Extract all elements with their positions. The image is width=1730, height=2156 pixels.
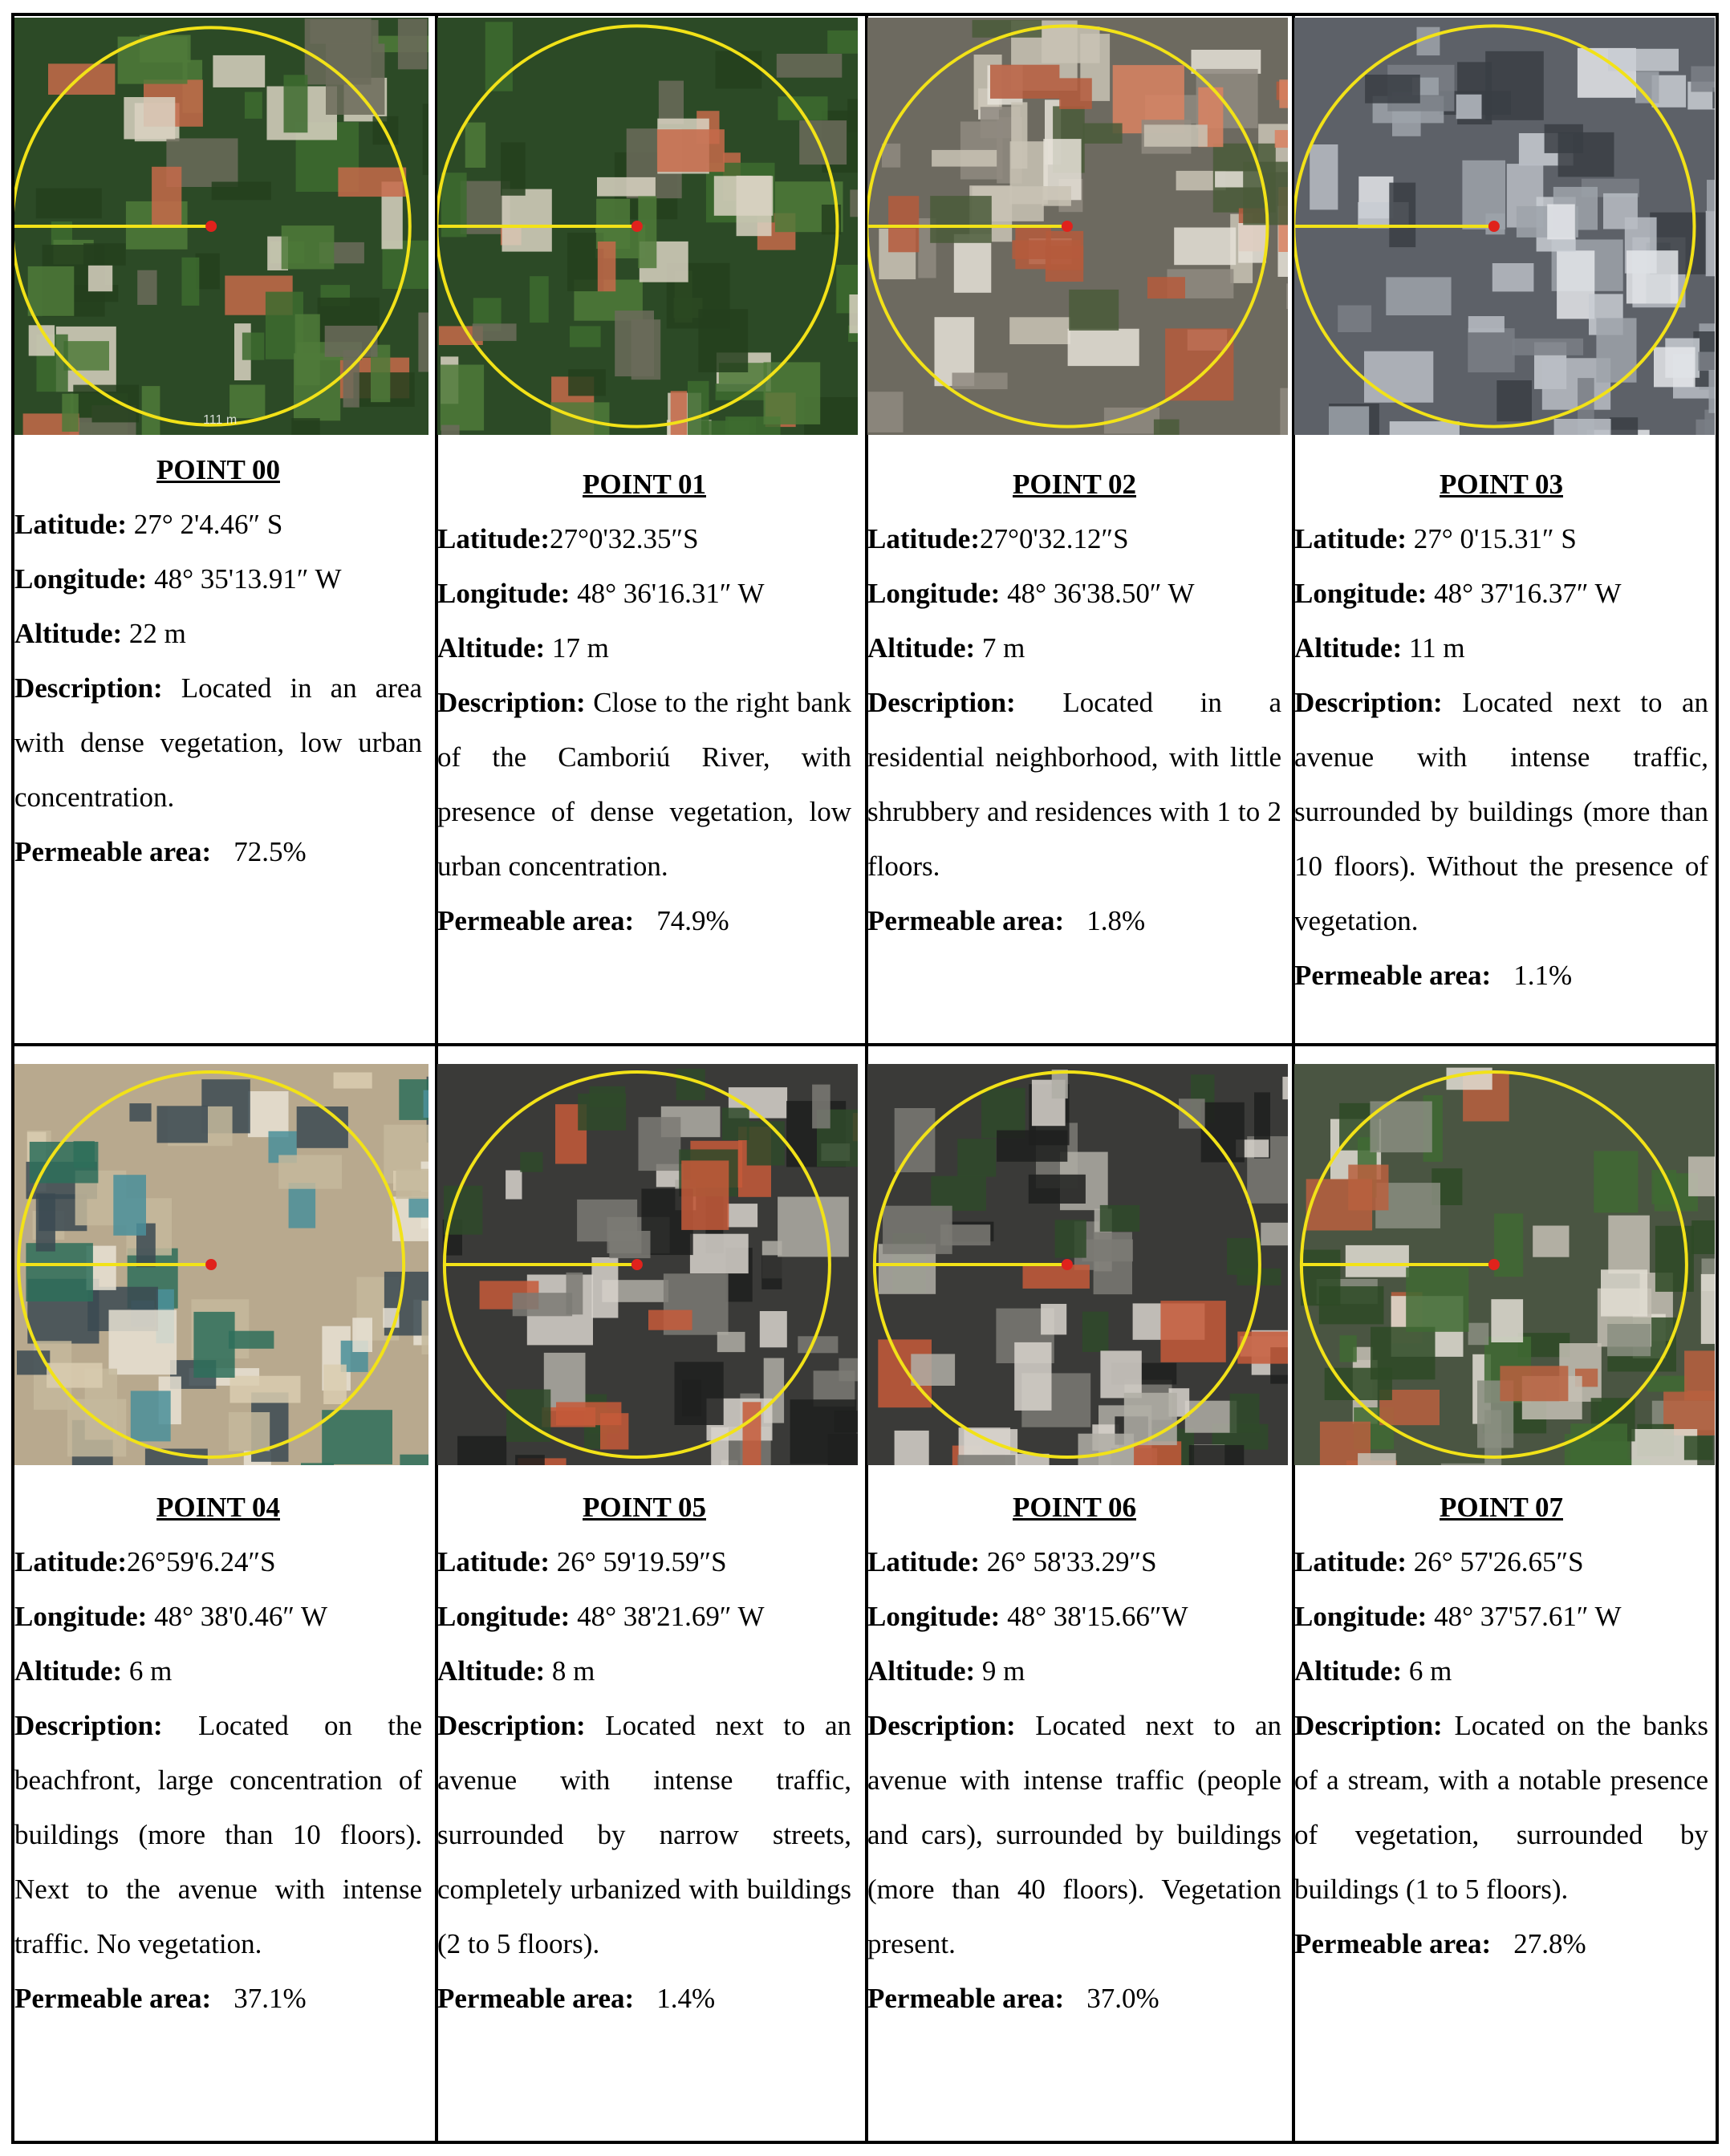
description-row — [437, 1699, 851, 1971]
latitude-row — [867, 512, 1281, 566]
latitude-row — [867, 1535, 1281, 1590]
permeable-value: 1.4% — [656, 1983, 716, 2014]
altitude-value: 6 m — [122, 1655, 173, 1687]
latitude-value: 27° 0'15.31″ S — [1407, 523, 1577, 554]
point-info — [437, 1480, 851, 2026]
permeable-row — [1294, 1917, 1708, 1971]
point-title: POINT 00 — [156, 454, 280, 485]
description-row — [14, 661, 422, 825]
latitude-label: Latitude: — [1294, 1546, 1407, 1577]
altitude-label: Altitude: — [1294, 632, 1403, 664]
altitude-row — [867, 621, 1281, 676]
description-label: Description: — [1294, 687, 1443, 718]
altitude-value: 8 m — [545, 1655, 595, 1687]
permeable-value: 1.1% — [1513, 960, 1573, 991]
permeable-value: 1.8% — [1086, 905, 1146, 936]
latitude-row — [1294, 1535, 1708, 1590]
point-title: POINT 06 — [1013, 1492, 1136, 1523]
point-title: POINT 03 — [1440, 469, 1563, 500]
permeable-row — [437, 894, 851, 948]
point-title: POINT 02 — [1013, 469, 1136, 500]
satellite-image — [14, 1064, 428, 1465]
latitude-label: Latitude: — [14, 509, 127, 540]
description-value: Located next to an avenue with intense traffic (people and cars), surrounded by buildings (more than 40 floors). Vegetation present. — [867, 1710, 1281, 1959]
permeable-label: Permeable area: — [437, 905, 635, 936]
center-point — [631, 1259, 643, 1270]
satellite-image — [437, 18, 858, 435]
point-title: POINT 04 — [156, 1492, 280, 1523]
altitude-label: Altitude: — [867, 1655, 976, 1687]
permeable-row — [14, 1971, 422, 2026]
point-info — [1294, 457, 1708, 1003]
point-info — [867, 1480, 1281, 2026]
permeable-value: 37.1% — [234, 1983, 307, 2014]
longitude-row — [867, 1590, 1281, 1644]
longitude-row — [1294, 566, 1708, 621]
center-point — [1062, 1259, 1073, 1270]
altitude-row — [1294, 1644, 1708, 1699]
latitude-row — [437, 1535, 851, 1590]
longitude-value: 48° 37'16.37″ W — [1427, 578, 1622, 609]
altitude-value: 9 m — [975, 1655, 1025, 1687]
altitude-row — [14, 1644, 422, 1699]
description-value: Located in a residential neighborhood, with little shrubbery and residences with 1 to 2 floors. — [867, 687, 1281, 882]
description-row — [1294, 1699, 1708, 1917]
latitude-label: Latitude: — [437, 523, 550, 554]
longitude-label: Longitude: — [14, 563, 148, 595]
satellite-image — [437, 1064, 858, 1465]
permeable-value: 37.0% — [1086, 1983, 1159, 2014]
description-row — [14, 1699, 422, 1971]
altitude-label: Altitude: — [14, 1655, 123, 1687]
longitude-row — [867, 566, 1281, 621]
description-value: Located on the banks of a stream, with a notable presence of vegetation, surrounded by buildings (1 to 5 floors). — [1294, 1710, 1709, 1905]
permeable-label: Permeable area: — [867, 905, 1065, 936]
longitude-label: Longitude: — [437, 1601, 571, 1632]
point-info — [14, 443, 422, 879]
latitude-label: Latitude: — [14, 1546, 127, 1577]
latitude-row — [437, 512, 851, 566]
altitude-value: 11 m — [1402, 632, 1465, 664]
altitude-label: Altitude: — [437, 632, 546, 664]
longitude-label: Longitude: — [867, 1601, 1001, 1632]
altitude-value: 17 m — [545, 632, 609, 664]
longitude-label: Longitude: — [437, 578, 571, 609]
description-row — [867, 676, 1281, 894]
center-point — [1488, 1259, 1500, 1270]
altitude-label: Altitude: — [867, 632, 976, 664]
row-divider — [14, 1043, 1716, 1046]
longitude-value: 48° 36'16.31″ W — [570, 578, 765, 609]
point-title: POINT 01 — [583, 469, 706, 500]
center-point — [631, 221, 643, 232]
longitude-label: Longitude: — [1294, 578, 1427, 609]
altitude-label: Altitude: — [1294, 1655, 1403, 1687]
description-value: Located on the beachfront, large concentration of buildings (more than 10 floors). Next to the avenue with intense traffic. No vegetation. — [14, 1710, 423, 1959]
latitude-row — [14, 1535, 422, 1590]
latitude-label: Latitude: — [867, 523, 980, 554]
latitude-value: 26° 59'19.59″S — [550, 1546, 727, 1577]
description-label: Description: — [14, 1710, 163, 1741]
latitude-value: 27°0'32.35″S — [550, 523, 699, 554]
longitude-value: 48° 38'21.69″ W — [570, 1601, 765, 1632]
permeable-row — [14, 825, 422, 879]
satellite-image — [867, 1064, 1288, 1465]
longitude-value: 48° 38'15.66″W — [1000, 1601, 1188, 1632]
description-label: Description: — [437, 1710, 586, 1741]
description-label: Description: — [437, 687, 586, 718]
permeable-label: Permeable area: — [14, 836, 212, 867]
latitude-value: 26°59'6.24″S — [127, 1546, 276, 1577]
permeable-label: Permeable area: — [437, 1983, 635, 2014]
permeable-row — [867, 894, 1281, 948]
altitude-row — [867, 1644, 1281, 1699]
latitude-label: Latitude: — [867, 1546, 980, 1577]
longitude-value: 48° 36'38.50″ W — [1000, 578, 1195, 609]
center-point — [1488, 221, 1500, 232]
longitude-row — [1294, 1590, 1708, 1644]
permeable-value: 72.5% — [234, 836, 307, 867]
permeable-label: Permeable area: — [14, 1983, 212, 2014]
permeable-label: Permeable area: — [867, 1983, 1065, 2014]
satellite-image — [14, 18, 428, 435]
longitude-row — [437, 1590, 851, 1644]
point-info — [867, 457, 1281, 948]
altitude-row — [437, 621, 851, 676]
description-value: Located next to an avenue with intense traffic, surrounded by buildings (more than 10 floors). Without the presence of vegetation. — [1294, 687, 1708, 936]
description-label: Description: — [1294, 1710, 1443, 1741]
latitude-row — [1294, 512, 1708, 566]
longitude-row — [14, 552, 422, 607]
permeable-label: Permeable area: — [1294, 960, 1492, 991]
longitude-label: Longitude: — [1294, 1601, 1427, 1632]
latitude-value: 27°0'32.12″S — [980, 523, 1129, 554]
description-row — [867, 1699, 1281, 1971]
description-value: Close to the right bank of the Camboriú River, with presence of dense vegetation, low urban concentration. — [437, 687, 851, 882]
altitude-row — [437, 1644, 851, 1699]
longitude-label: Longitude: — [867, 578, 1001, 609]
point-info — [437, 457, 851, 948]
altitude-row — [14, 607, 422, 661]
point-info — [1294, 1480, 1708, 1971]
point-info — [14, 1480, 422, 2026]
altitude-label: Altitude: — [14, 618, 123, 649]
latitude-label: Latitude: — [437, 1546, 550, 1577]
description-label: Description: — [867, 687, 1016, 718]
longitude-label: Longitude: — [14, 1601, 148, 1632]
longitude-value: 48° 37'57.61″ W — [1427, 1601, 1622, 1632]
altitude-value: 6 m — [1402, 1655, 1452, 1687]
description-value: Located next to an avenue with intense traffic, surrounded by narrow streets, completely urbanized with buildings (2 to 5 floors). — [437, 1710, 851, 1959]
latitude-row — [14, 497, 422, 552]
permeable-row — [1294, 948, 1708, 1003]
center-point — [205, 1259, 217, 1270]
center-point — [205, 221, 217, 232]
description-label: Description: — [14, 672, 163, 704]
latitude-value: 26° 57'26.65″S — [1407, 1546, 1584, 1577]
satellite-image — [1294, 1064, 1715, 1465]
permeable-label: Permeable area: — [1294, 1928, 1492, 1959]
longitude-value: 48° 35'13.91″ W — [147, 563, 342, 595]
longitude-row — [437, 566, 851, 621]
permeable-value: 74.9% — [656, 905, 729, 936]
altitude-value: 22 m — [122, 618, 186, 649]
altitude-label: Altitude: — [437, 1655, 546, 1687]
altitude-row — [1294, 621, 1708, 676]
point-title: POINT 07 — [1440, 1492, 1563, 1523]
latitude-value: 26° 58'33.29″S — [980, 1546, 1157, 1577]
description-row — [1294, 676, 1708, 948]
center-point — [1062, 221, 1073, 232]
satellite-image — [867, 18, 1288, 435]
latitude-value: 27° 2'4.46″ S — [127, 509, 283, 540]
description-label: Description: — [867, 1710, 1016, 1741]
description-value: Located in an area with dense vegetation, low urban concentration. — [14, 672, 422, 813]
point-title: POINT 05 — [583, 1492, 706, 1523]
permeable-row — [437, 1971, 851, 2026]
latitude-label: Latitude: — [1294, 523, 1407, 554]
altitude-value: 7 m — [975, 632, 1025, 664]
scale-label: 111 m — [203, 413, 238, 427]
description-row — [437, 676, 851, 894]
satellite-image — [1294, 18, 1715, 435]
longitude-row — [14, 1590, 422, 1644]
permeable-row — [867, 1971, 1281, 2026]
longitude-value: 48° 38'0.46″ W — [147, 1601, 328, 1632]
permeable-value: 27.8% — [1513, 1928, 1586, 1959]
